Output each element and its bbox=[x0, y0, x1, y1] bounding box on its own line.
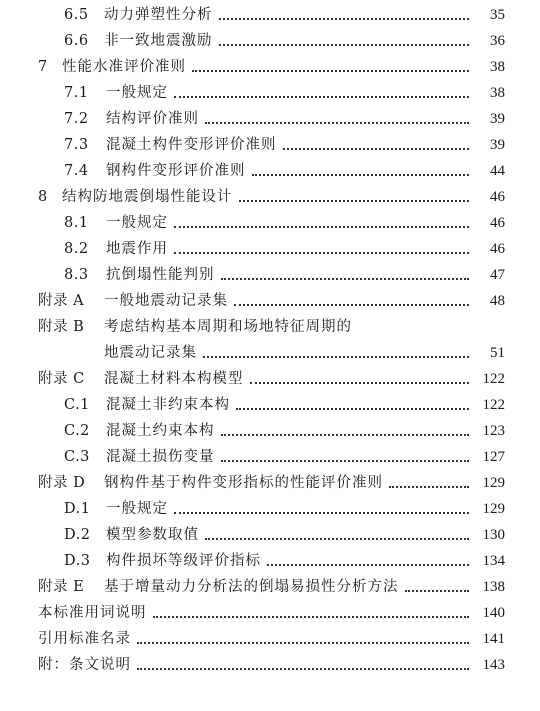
toc-entry-number: 7.2 bbox=[64, 111, 89, 127]
toc-entry-title: 本标准用词说明 bbox=[38, 605, 147, 621]
toc-entry-number: 6.5 bbox=[64, 7, 89, 23]
toc-entry-title: 钢构件变形评价准则 bbox=[106, 163, 246, 179]
toc-entry[interactable] bbox=[0, 0, 540, 24]
toc-entry-number: C.1 bbox=[64, 397, 90, 413]
toc-dot-leader bbox=[405, 590, 470, 592]
toc-entry-page: 143 bbox=[482, 657, 505, 673]
toc-entry-number: 附录 E bbox=[38, 579, 85, 595]
toc-entry-title: 结构评价准则 bbox=[106, 111, 199, 127]
toc-entry-title: 混凝土非约束本构 bbox=[106, 397, 230, 413]
toc-entry-title: 一般规定 bbox=[106, 215, 168, 231]
toc-entry-title: 抗倒塌性能判别 bbox=[106, 267, 215, 283]
toc-entry-page: 46 bbox=[490, 189, 505, 205]
toc-entry[interactable] bbox=[0, 364, 540, 388]
toc-entry-number: 8 bbox=[38, 189, 48, 205]
toc-entry-page: 138 bbox=[482, 579, 505, 595]
toc-entry-number: 8.2 bbox=[64, 241, 89, 257]
toc-entry-page: 44 bbox=[490, 163, 505, 179]
toc-entry-title: 一般地震动记录集 bbox=[104, 293, 228, 309]
toc-dot-leader bbox=[203, 356, 469, 358]
toc-entry-number: C.2 bbox=[64, 423, 90, 439]
toc-entry-number: D.1 bbox=[64, 501, 91, 517]
toc-entry-number: 8.1 bbox=[64, 215, 89, 231]
toc-entry[interactable] bbox=[0, 494, 540, 518]
toc-entry-number: 附录 A bbox=[38, 293, 85, 309]
toc-entry[interactable] bbox=[0, 260, 540, 284]
toc-entry[interactable] bbox=[0, 156, 540, 180]
toc-entry[interactable] bbox=[0, 78, 540, 102]
toc-dot-leader bbox=[219, 18, 470, 20]
toc-entry-page: 39 bbox=[490, 111, 505, 127]
toc-entry-title: 地震动记录集 bbox=[104, 345, 197, 361]
toc-dot-leader bbox=[234, 304, 469, 306]
toc-dot-leader bbox=[174, 512, 469, 514]
toc-entry-title: 动力弹塑性分析 bbox=[104, 7, 213, 23]
toc-dot-leader bbox=[221, 434, 470, 436]
toc-entry-page: 134 bbox=[482, 553, 505, 569]
toc-entry-title: 非一致地震激励 bbox=[104, 33, 213, 49]
toc-entry-page: 39 bbox=[490, 137, 505, 153]
toc-entry-number: D.2 bbox=[64, 527, 91, 543]
toc-dot-leader bbox=[174, 252, 469, 254]
toc-entry-number: 6.6 bbox=[64, 33, 89, 49]
toc-dot-leader bbox=[252, 174, 470, 176]
toc-entry-page: 123 bbox=[482, 423, 505, 439]
toc-entry-page: 51 bbox=[490, 345, 505, 361]
toc-dot-leader bbox=[389, 486, 469, 488]
toc-entry[interactable] bbox=[0, 182, 540, 206]
toc-entry-title: 构件损坏等级评价指标 bbox=[106, 553, 261, 569]
toc-entry-page: 35 bbox=[490, 7, 505, 23]
toc-entry[interactable] bbox=[0, 416, 540, 440]
toc-entry-number: 8.3 bbox=[64, 267, 89, 283]
toc-entry[interactable] bbox=[0, 130, 540, 154]
toc-entry[interactable] bbox=[0, 468, 540, 492]
toc-entry-number: 7.4 bbox=[64, 163, 89, 179]
toc-entry-continuation[interactable] bbox=[0, 338, 540, 362]
toc-entry-page: 38 bbox=[490, 85, 505, 101]
toc-dot-leader bbox=[137, 642, 469, 644]
toc-entry[interactable] bbox=[0, 52, 540, 76]
toc-entry-title: 引用标准名录 bbox=[38, 631, 131, 647]
toc-dot-leader bbox=[267, 564, 469, 566]
toc-entry-page: 46 bbox=[490, 215, 505, 231]
toc-entry[interactable] bbox=[0, 390, 540, 414]
toc-entry-page: 36 bbox=[490, 33, 505, 49]
toc-dot-leader bbox=[250, 382, 470, 384]
toc-entry-number: 7 bbox=[38, 59, 48, 75]
toc-entry-page: 122 bbox=[482, 371, 505, 387]
toc-entry-number: 7.1 bbox=[64, 85, 89, 101]
toc-dot-leader bbox=[221, 460, 470, 462]
toc-dot-leader bbox=[239, 200, 470, 202]
toc-entry-title: 混凝土构件变形评价准则 bbox=[106, 137, 277, 153]
toc-entry-number: D.3 bbox=[64, 553, 91, 569]
toc-dot-leader bbox=[174, 96, 469, 98]
toc-entry-page: 122 bbox=[482, 397, 505, 413]
toc-entry[interactable] bbox=[0, 546, 540, 570]
toc-entry-title: 结构防地震倒塌性能设计 bbox=[62, 189, 233, 205]
toc-entry[interactable] bbox=[0, 208, 540, 232]
toc-dot-leader bbox=[153, 616, 470, 618]
toc-entry[interactable] bbox=[0, 650, 540, 674]
toc-entry-title: 混凝土约束本构 bbox=[106, 423, 215, 439]
toc-entry[interactable] bbox=[0, 312, 540, 336]
toc-entry[interactable] bbox=[0, 572, 540, 596]
toc-entry-number: 附录 C bbox=[38, 371, 85, 387]
toc-entry-title: 一般规定 bbox=[106, 501, 168, 517]
toc-entry-page: 47 bbox=[490, 267, 505, 283]
toc-entry-title: 附：条文说明 bbox=[38, 657, 131, 673]
toc-entry-page: 127 bbox=[482, 449, 505, 465]
toc-entry-title: 混凝土损伤变量 bbox=[106, 449, 215, 465]
toc-entry-page: 48 bbox=[490, 293, 505, 309]
toc-dot-leader bbox=[205, 538, 469, 540]
toc-entry[interactable] bbox=[0, 286, 540, 310]
toc-entry[interactable] bbox=[0, 234, 540, 258]
toc-dot-leader bbox=[174, 226, 469, 228]
toc-entry[interactable] bbox=[0, 26, 540, 50]
toc-entry[interactable] bbox=[0, 442, 540, 466]
toc-entry-page: 129 bbox=[482, 501, 505, 517]
toc-dot-leader bbox=[192, 70, 469, 72]
toc-entry-page: 46 bbox=[490, 241, 505, 257]
toc-dot-leader bbox=[219, 44, 470, 46]
toc-dot-leader bbox=[205, 122, 469, 124]
toc-entry[interactable] bbox=[0, 624, 540, 648]
toc-entry-page: 140 bbox=[482, 605, 505, 621]
toc-entry-number: 附录 D bbox=[38, 475, 86, 491]
toc-entry[interactable] bbox=[0, 104, 540, 128]
toc-dot-leader bbox=[236, 408, 469, 410]
toc-entry-title: 模型参数取值 bbox=[106, 527, 199, 543]
toc-entry[interactable] bbox=[0, 520, 540, 544]
toc-entry-title: 地震作用 bbox=[106, 241, 168, 257]
toc-entry-number: 附录 B bbox=[38, 319, 85, 335]
toc-entry-page: 130 bbox=[482, 527, 505, 543]
toc-entry-number: C.3 bbox=[64, 449, 90, 465]
toc-entry[interactable] bbox=[0, 598, 540, 622]
toc-entry-title: 钢构件基于构件变形指标的性能评价准则 bbox=[104, 475, 383, 491]
toc-dot-leader bbox=[283, 148, 470, 150]
toc-entry-title: 一般规定 bbox=[106, 85, 168, 101]
toc-entry-page: 129 bbox=[482, 475, 505, 491]
toc-entry-title: 基于增量动力分析法的倒塌易损性分析方法 bbox=[104, 579, 399, 595]
toc-entry-page: 141 bbox=[482, 631, 505, 647]
toc-dot-leader bbox=[137, 668, 469, 670]
toc-entry-title: 性能水准评价准则 bbox=[62, 59, 186, 75]
toc-entry-title: 考虑结构基本周期和场地特征周期的 bbox=[104, 319, 352, 335]
toc-dot-leader bbox=[221, 278, 470, 280]
toc-entry-page: 38 bbox=[490, 59, 505, 75]
toc-entry-title: 混凝土材料本构模型 bbox=[104, 371, 244, 387]
toc-entry-number: 7.3 bbox=[64, 137, 89, 153]
